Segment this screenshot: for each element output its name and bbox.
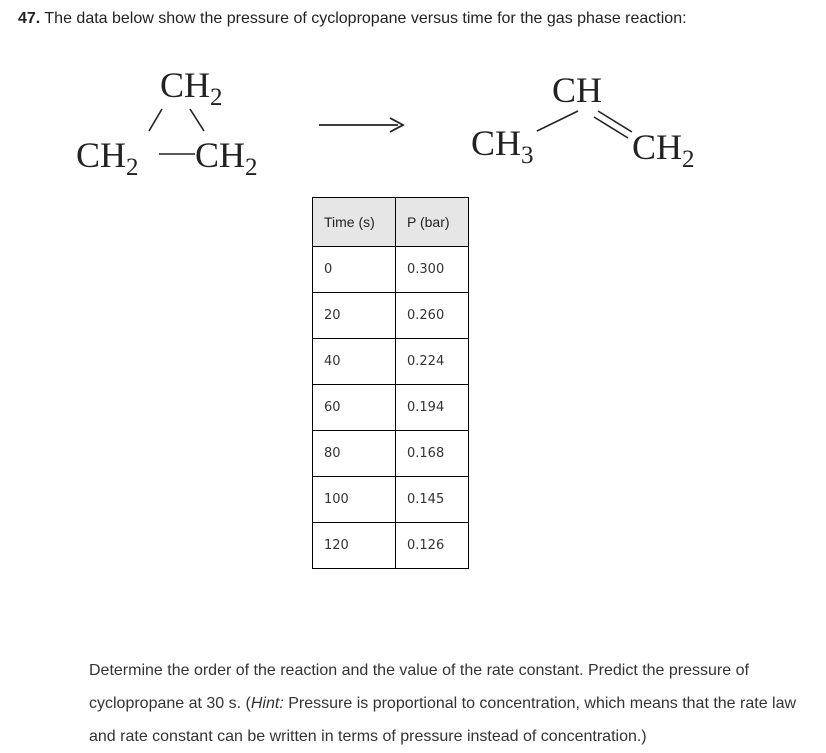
pressure-column-header: P (bar): [396, 198, 469, 247]
product-top-ch: CH: [552, 70, 603, 110]
table-header-row: [313, 198, 469, 247]
time-cell: 80: [313, 431, 396, 477]
double-bond-1: [598, 111, 632, 132]
table-row: [313, 247, 469, 293]
table-row: [313, 523, 469, 569]
prompt-text-1: Determine the order of the reaction and the value of the rate constant. Predict the pressure of cyclopropane at 30 s. (: [89, 662, 749, 712]
product-left-ch3: $CH_3$: [471, 123, 534, 169]
single-bond: [537, 111, 578, 131]
pressure-time-table: [312, 197, 469, 569]
propene-structure: [471, 70, 695, 173]
reactant-left-ch2: $CH_2$: [76, 135, 139, 181]
ring-bond-right: [190, 109, 204, 131]
table-row: [313, 477, 469, 523]
pressure-cell: 0.300: [396, 247, 469, 293]
hint-label: Hint:: [250, 695, 284, 712]
pressure-cell: 0.194: [396, 385, 469, 431]
time-cell: 40: [313, 339, 396, 385]
reactant-top-ch2: $CH_2$: [160, 65, 223, 111]
pressure-cell: 0.126: [396, 523, 469, 569]
reaction-equation: [0, 60, 826, 190]
reaction-arrow: [319, 118, 403, 132]
double-bond-2: [594, 117, 628, 138]
question-heading: [18, 9, 687, 29]
time-cell: 0: [313, 247, 396, 293]
table-row: [313, 431, 469, 477]
time-cell: 60: [313, 385, 396, 431]
time-cell: 120: [313, 523, 396, 569]
question-text: The data below show the pressure of cyclopropane versus time for the gas phase reaction:: [40, 10, 687, 27]
pressure-cell: 0.168: [396, 431, 469, 477]
time-cell: 20: [313, 293, 396, 339]
question-prompt: [89, 654, 809, 753]
pressure-cell: 0.145: [396, 477, 469, 523]
table-row: [313, 293, 469, 339]
time-cell: 100: [313, 477, 396, 523]
reactant-right-ch2: $CH_2$: [195, 135, 258, 181]
product-right-ch2: $CH_2$: [632, 127, 695, 173]
table-row: [313, 339, 469, 385]
pressure-cell: 0.224: [396, 339, 469, 385]
pressure-cell: 0.260: [396, 293, 469, 339]
cyclopropane-structure: [76, 65, 258, 181]
ring-bond-left: [149, 109, 162, 131]
time-column-header: Time (s): [313, 198, 396, 247]
prompt-text-2: Pressure is proportional to concentration, which means that the rate law and rate constant can be written in terms of pressure instead of concentration.): [89, 695, 797, 745]
table-row: [313, 385, 469, 431]
question-number: 47.: [18, 10, 41, 27]
